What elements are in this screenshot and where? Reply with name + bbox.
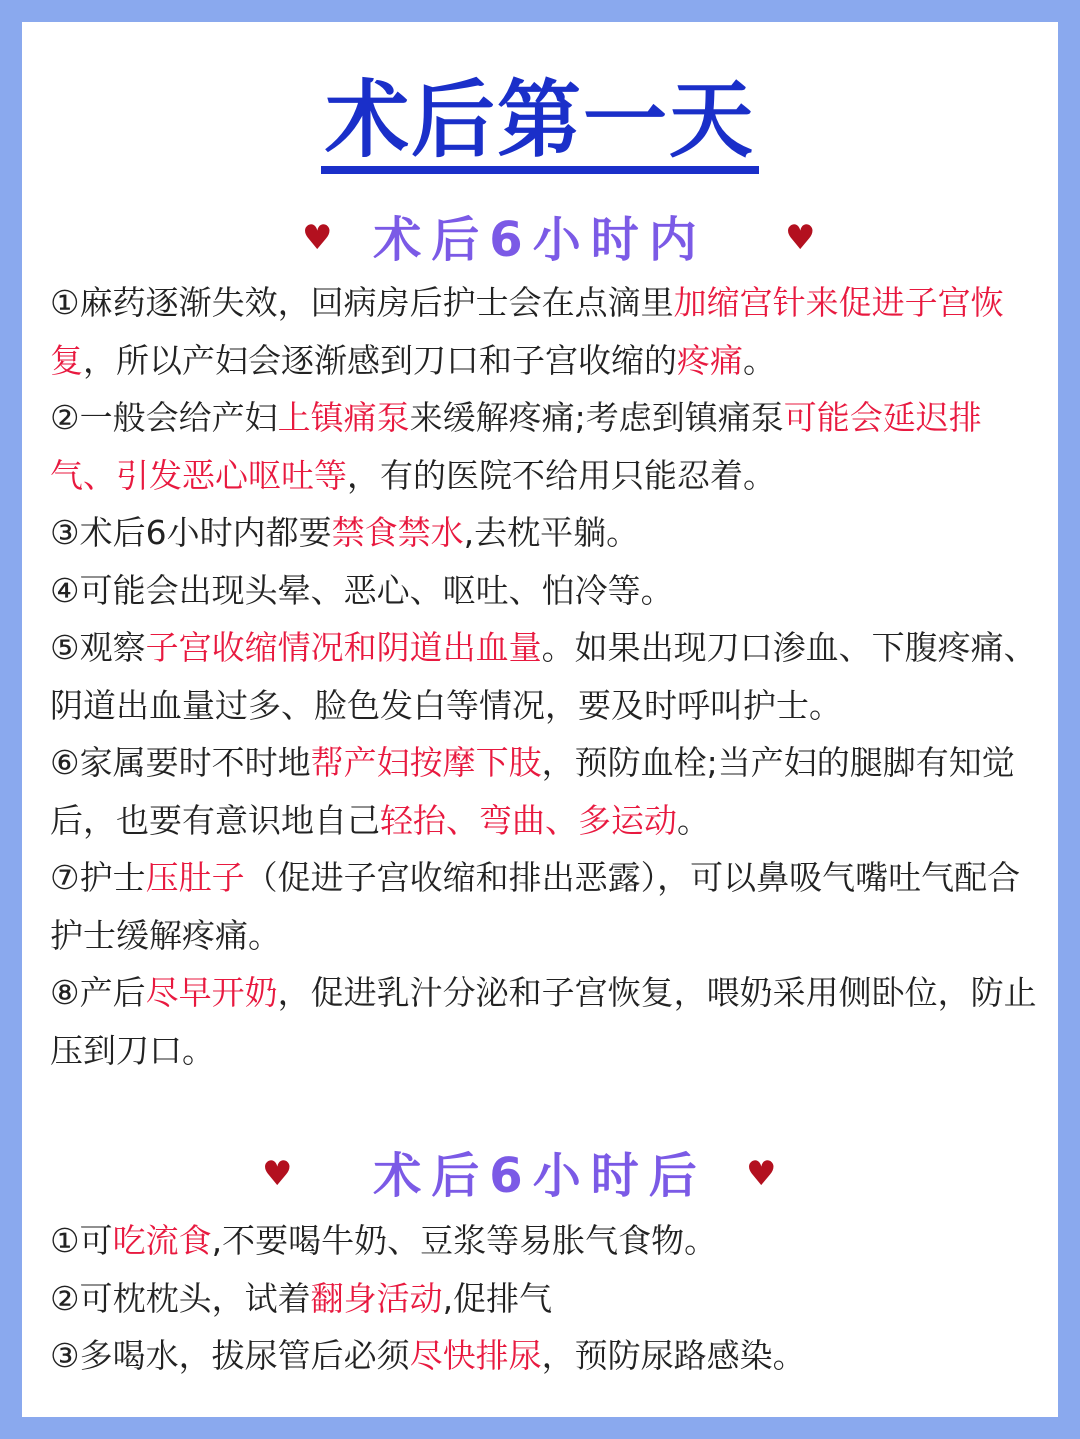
heart-icon: ♥ xyxy=(262,1154,293,1194)
content-card xyxy=(22,22,1058,1417)
highlight-text: 子宫收缩情况和阴道出血量 xyxy=(145,628,542,667)
page-title-text: 术后第一天 xyxy=(321,74,759,174)
item-text: ,不要喝牛奶、豆浆等易胀气食物。 xyxy=(211,1221,718,1260)
heart-icon: ♥ xyxy=(746,1154,777,1194)
item-text: 来缓解疼痛;考虑到镇痛泵 xyxy=(409,398,784,437)
item-text: ⑥家属要时不时地 xyxy=(50,743,311,782)
list-item xyxy=(50,734,1040,849)
item-text: ①麻药逐渐失效，回病房后护士会在点滴里 xyxy=(50,283,674,322)
item-text: ，预防血栓;当产妇的腿脚有知觉后，也要有意识地自己 xyxy=(50,743,1015,840)
highlight-text: 禁食禁水 xyxy=(331,513,464,552)
section-list-after-6h xyxy=(50,1212,1040,1385)
item-text: ，有的医院不给用只能忍着。 xyxy=(347,455,776,495)
highlight-text: 帮产妇按摩下肢 xyxy=(310,743,542,782)
heart-icon: ♥ xyxy=(785,218,816,258)
list-item xyxy=(50,964,1040,1079)
heart-icon: ♥ xyxy=(302,218,333,258)
item-text: ⑤观察 xyxy=(50,628,146,667)
item-text: ，促进乳汁分泌和子宫恢复，喂奶采用侧卧位，防止压到刀口。 xyxy=(50,973,1037,1070)
list-item xyxy=(50,274,1040,389)
item-text: ②一般会给产妇 xyxy=(50,398,278,437)
highlight-text: 尽早开奶 xyxy=(145,973,278,1012)
highlight-text: 翻身活动 xyxy=(310,1278,443,1318)
item-text: ③术后6小时内都要 xyxy=(50,513,332,552)
list-item xyxy=(50,1327,1040,1385)
highlight-text: 尽快排尿 xyxy=(409,1336,542,1375)
item-text: ,去枕平躺。 xyxy=(463,513,640,552)
item-text: ，预防尿路感染。 xyxy=(541,1336,806,1375)
item-text: （促进子宫收缩和排出恶露），可以鼻吸气嘴吐气配合护士缓解疼痛。 xyxy=(50,858,1021,955)
highlight-text: 疼痛 xyxy=(677,340,743,380)
section-heading-within-6h xyxy=(22,208,1058,272)
item-text: ②可枕枕头，试着 xyxy=(50,1278,311,1318)
highlight-text: 压肚子 xyxy=(145,858,245,897)
item-text: 。如果出现刀口渗血、下腹疼痛、阴道出血量过多、脸色发白等情况，要及时呼叫护士。 xyxy=(50,628,1037,725)
section-list-within-6h xyxy=(50,274,1040,1079)
item-text: ，所以产妇会逐渐感到刀口和子宫收缩的 xyxy=(83,340,677,380)
highlight-text: 轻抬、弯曲、多运动 xyxy=(380,800,677,840)
list-item xyxy=(50,849,1040,964)
list-item xyxy=(50,619,1040,734)
list-item xyxy=(50,389,1040,504)
list-item xyxy=(50,504,1040,562)
highlight-text: 上镇痛泵 xyxy=(277,398,410,437)
highlight-text: 可能会延迟排气、引发恶心呕吐等 xyxy=(50,398,982,495)
highlight-text: 加缩宫针来促进子宫恢复 xyxy=(50,283,1004,380)
item-text: 。 xyxy=(677,800,710,840)
list-item xyxy=(50,1212,1040,1270)
list-item xyxy=(50,1270,1040,1328)
item-text: 。 xyxy=(743,340,776,380)
section-heading-after-6h xyxy=(22,1144,1058,1208)
list-item xyxy=(50,562,1040,620)
item-text: ④可能会出现头晕、恶心、呕吐、怕冷等。 xyxy=(50,570,674,610)
item-text: ①可 xyxy=(50,1221,113,1260)
highlight-text: 吃流食 xyxy=(112,1221,212,1260)
page-title xyxy=(22,71,1058,174)
section-title: 术后6小时内 xyxy=(373,212,707,268)
item-text: ⑧产后 xyxy=(50,973,146,1012)
item-text: ③多喝水，拔尿管后必须 xyxy=(50,1336,410,1375)
item-text: ⑦护士 xyxy=(50,858,146,897)
item-text: ,促排气 xyxy=(442,1278,553,1318)
section-title: 术后6小时后 xyxy=(373,1148,707,1204)
